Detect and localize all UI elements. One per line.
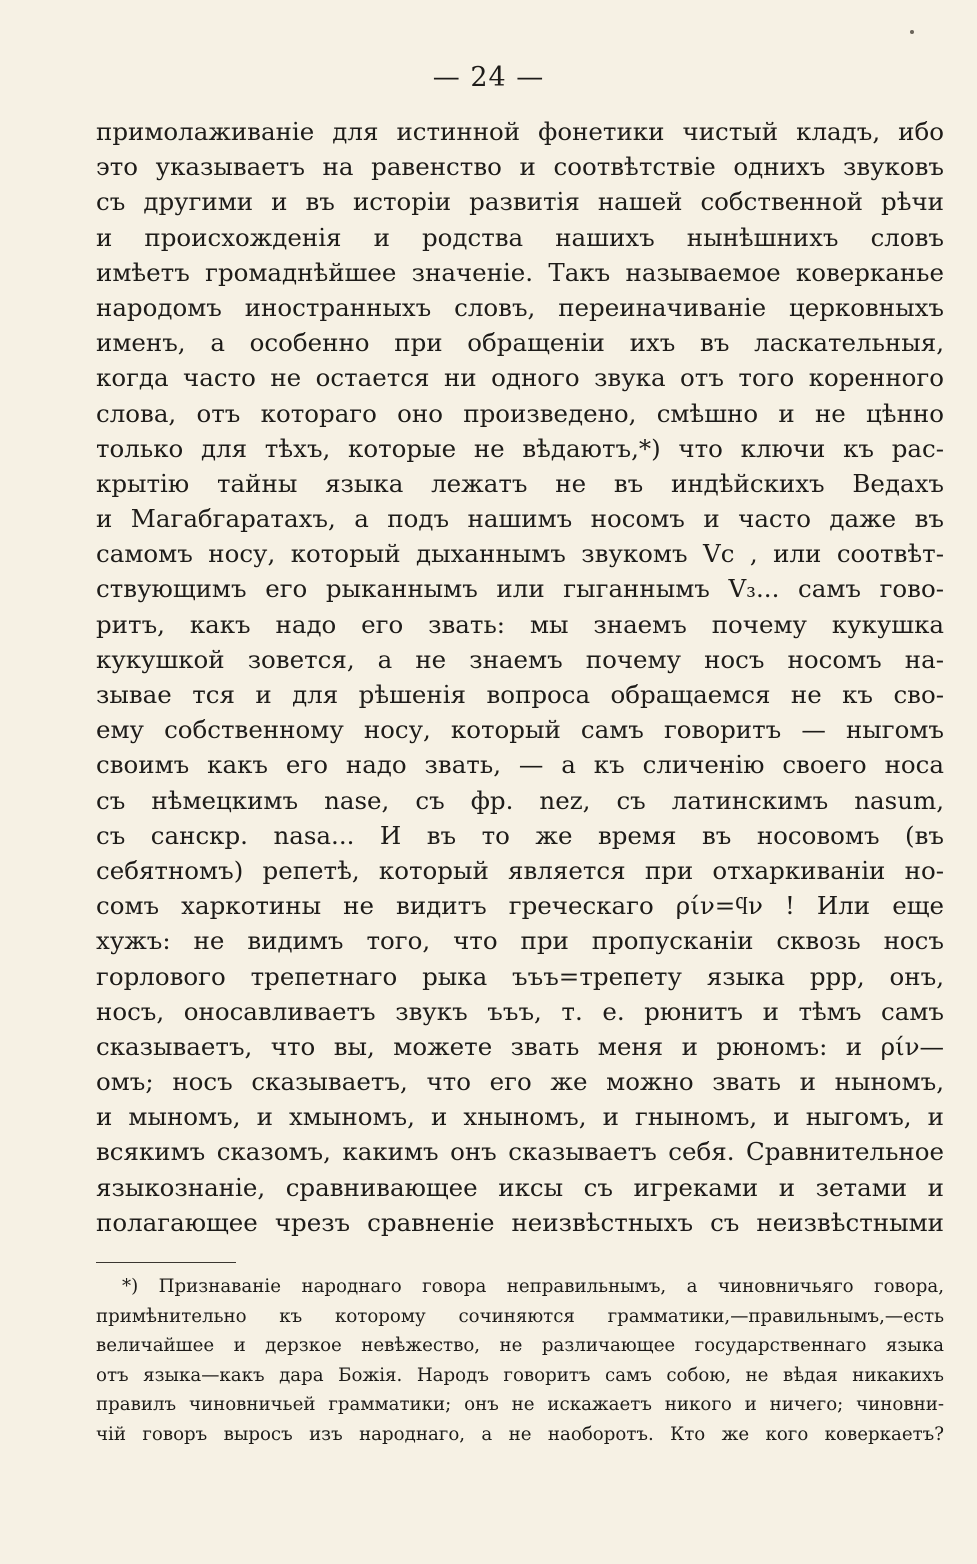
text-line: кукушкой зовется, а не знаемъ почему носъ носомъ на- (96, 644, 944, 674)
text-line: ствующимъ его рыканнымъ или гыганнымъ V₃... самъ гово- (96, 574, 944, 604)
text-line: зывае тся и для рѣшенія вопроса обращаемся не къ сво- (96, 680, 944, 709)
text-line: и Магабгаратахъ, а подъ нашимъ носомъ и часто даже въ (96, 504, 944, 534)
text-line: когда часто не остается ни одного звука отъ того коренного (96, 363, 944, 393)
footnote-divider (96, 1262, 236, 1263)
footnote-line: отъ языка—какъ дара Божія. Народъ говоритъ самъ собою, не вѣдая никакихъ (96, 1364, 944, 1386)
footnote-line: *) Признаваніе народнаго говора неправильнымъ, а чиновничьяго говора, (122, 1276, 944, 1297)
text-line: языкознаніе, сравнивающее иксы съ игреками и зетами и (96, 1172, 944, 1202)
text-line: самомъ носу, который дыханнымъ звукомъ Vc , или соотвѣт- (96, 539, 944, 569)
footnote-line: чій говоръ выросъ изъ народнаго, а не наоборотъ. Кто же кого коверкаетъ? (96, 1423, 944, 1445)
text-line: примолаживаніе для истинной фонетики чистый кладъ, ибо (96, 117, 944, 146)
text-line: съ другими и въ исторіи развитія нашей собственной рѣчи (96, 187, 944, 217)
text-line: только для тѣхъ, которые не вѣдаютъ,*) что ключи къ рас- (96, 433, 944, 463)
text-line: полагающее чрезъ сравненіе неизвѣстныхъ съ неизвѣстными (96, 1207, 944, 1237)
text-line: съ санскр. nasa... И въ то же время въ носовомъ (въ (96, 820, 944, 850)
text-line: это указываетъ на равенство и соотвѣтствіе однихъ звуковъ (96, 152, 944, 182)
text-line: и мыномъ, и хмыномъ, и хныномъ, и гныномъ, и ныгомъ, и (96, 1102, 944, 1132)
text-line: хужъ: не видимъ того, что при пропусканіи сквозь носъ (96, 926, 944, 956)
footnote-block (96, 1272, 944, 1449)
text-line: омъ; носъ сказываетъ, что его же можно звать и ныномъ, (96, 1067, 944, 1097)
text-line: слова, отъ котораго оно произведено, смѣшно и не цѣнно (96, 398, 944, 428)
text-line: крытію тайны языка лежатъ не въ индѣйскихъ Ведахъ (96, 468, 944, 498)
text-line: всякимъ сказомъ, какимъ онъ сказываетъ себя. Сравнительное (96, 1137, 944, 1167)
text-line: себятномъ) репетѣ, который является при отхаркиваніи но- (96, 855, 944, 885)
text-line: носъ, оносавливаетъ звукъ ъъъ, т. е. рюнитъ и тѣмъ самъ (96, 996, 944, 1026)
text-line: съ нѣмецкимъ nase, съ фр. nez, съ латинскимъ nasum, (96, 785, 944, 815)
text-line: и происхожденія и родства нашихъ нынѣшнихъ словъ (96, 222, 944, 252)
text-line: горлового трепетнаго рыка ъъъ=трепету языка ррр, онъ, (96, 961, 944, 991)
page-number: — 24 — (432, 62, 545, 93)
footnote-line: примѣнительно къ которому сочиняются грамматики,—правильнымъ,—есть (96, 1305, 944, 1327)
text-line: именъ, а особенно при обращеніи ихъ въ ласкательныя, (96, 328, 944, 358)
footnote-line: правилъ чиновничьей грамматики; онъ не искажаетъ никого и ничего; чиновни- (96, 1394, 944, 1415)
text-line: ему собственному носу, который самъ говоритъ — ныгомъ (96, 715, 944, 745)
paper-speck (910, 30, 914, 34)
main-text-block (96, 114, 944, 1240)
footnote-line: величайшее и дерзкое невѣжество, не различающее государственнаго языка (96, 1335, 944, 1356)
text-line: сомъ харкотины не видитъ греческаго ρίν=ϥν ! Или еще (96, 891, 944, 921)
text-line: ритъ, какъ надо его звать: мы знаемъ почему кукушка (96, 609, 944, 639)
text-line: своимъ какъ его надо звать, — а къ сличенію своего носа (96, 750, 944, 780)
text-line: имѣетъ громаднѣйшее значеніе. Такъ называемое коверканье (96, 257, 944, 287)
text-line: сказываетъ, что вы, можете звать меня и рюномъ: и ρίν— (96, 1031, 944, 1061)
text-line: народомъ иностранныхъ словъ, переиначиваніе церковныхъ (96, 292, 944, 322)
